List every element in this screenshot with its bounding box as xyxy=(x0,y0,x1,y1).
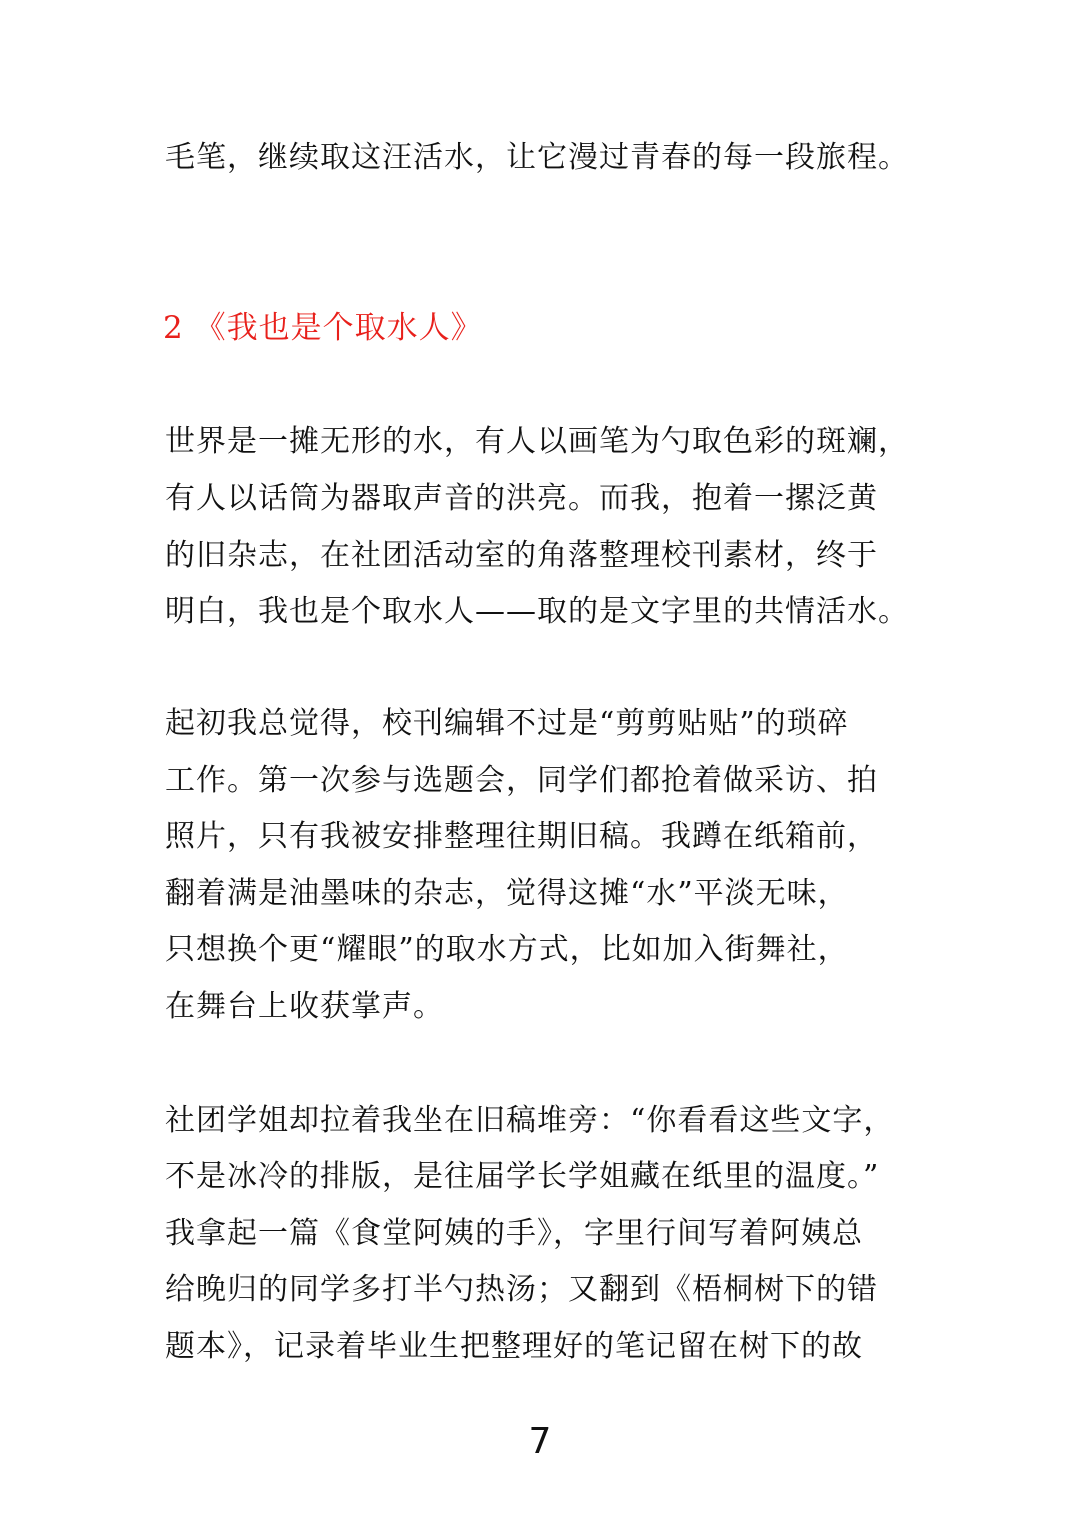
paragraph-line: 起初我总觉得，校刊编辑不过是“剪剪贴贴”的琐碎 xyxy=(165,706,849,741)
paragraph-line: 照片，只有我被安排整理往期旧稿。我蹲在纸箱前， xyxy=(165,819,878,854)
intro-line: 毛笔，继续取这汪活水，让它漫过青春的每一段旅程。 xyxy=(165,140,909,175)
paragraph-line: 的旧杂志，在社团活动室的角落整理校刊素材，终于 xyxy=(165,538,878,573)
paragraph-line: 社团学姐却拉着我坐在旧稿堆旁：“你看看这些文字， xyxy=(165,1103,895,1138)
paragraph-line: 题本》，记录着毕业生把整理好的笔记留在树下的故 xyxy=(165,1329,863,1364)
paragraph-line: 给晚归的同学多打半勺热汤；又翻到《梧桐树下的错 xyxy=(165,1272,878,1307)
paragraph-line: 明白，我也是个取水人——取的是文字里的共情活水。 xyxy=(165,594,909,629)
paragraph-line: 我拿起一篇《食堂阿姨的手》，字里行间写着阿姨总 xyxy=(165,1216,863,1251)
paragraph-line: 在舞台上收获掌声。 xyxy=(165,989,444,1024)
page-number: 7 xyxy=(528,1421,552,1462)
paragraph-line: 不是冰冷的排版，是往届学长学姐藏在纸里的温度。” xyxy=(165,1159,880,1194)
paragraph-line: 有人以话筒为器取声音的洪亮。而我，抱着一摞泛黄 xyxy=(165,481,878,516)
paragraph-line: 世界是一摊无形的水，有人以画笔为勺取色彩的斑斓， xyxy=(165,424,909,459)
paragraph-line: 翻着满是油墨味的杂志，觉得这摊“水”平淡无味， xyxy=(165,876,849,911)
paragraph-line: 工作。第一次参与选题会，同学们都抢着做采访、拍 xyxy=(165,763,878,798)
paragraph-line: 只想换个更“耀眼”的取水方式，比如加入街舞社， xyxy=(165,932,849,967)
section-heading: 2 《我也是个取水人》 xyxy=(163,310,483,346)
